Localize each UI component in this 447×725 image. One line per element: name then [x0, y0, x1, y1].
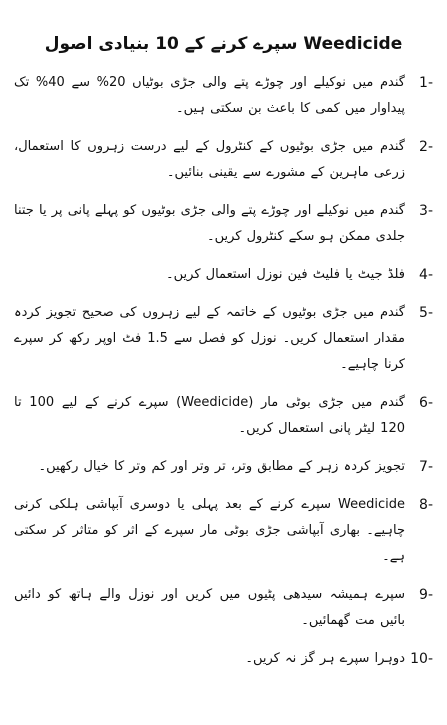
tip-number: -2 [419, 139, 433, 155]
page-title: Weedicide سپرے کرنے کے 10 بنیادی اصول [44, 34, 403, 54]
tip-item-2 [14, 134, 433, 186]
tip-number: -1 [419, 75, 433, 91]
tip-item-8 [14, 492, 433, 570]
tip-text: سپرے ہمیشہ سیدھی پٹیوں میں کریں اور نوزل والے ہاتھ کو دائیں بائیں مت گھمائیں۔ [14, 587, 405, 628]
tip-number: -5 [419, 305, 433, 321]
tip-text: گندم میں نوکیلے اور چوڑے پتے والی جڑی بوٹیوں کو پہلے پانی پر یا جتنا جلدی ممکن ہو سکے کنٹرول کریں۔ [14, 203, 405, 244]
tip-number: -6 [419, 395, 433, 411]
tip-number: -9 [419, 587, 433, 603]
tip-text: Weedicide سپرے کرنے کے بعد پہلی یا دوسری آبپاشی ہلکی کرنی چاہیے۔ بھاری آبپاشی جڑی بوٹی مار سپرے کے اثر کو متاثر کر سکتی ہے۔ [14, 497, 405, 564]
tip-number: -8 [419, 497, 433, 513]
tip-text: گندم میں جڑی بوٹیوں کے خاتمہ کے لیے زہروں کی صحیح تجویز کردہ مقدار استعمال کریں۔ نوزل کو فصل سے 1.5 فٹ اوپر رکھ کر سپرے کرنا چاہیے۔ [14, 305, 405, 372]
tip-item-3 [14, 198, 433, 250]
tip-number: -4 [419, 267, 433, 283]
tip-item-7 [14, 454, 433, 480]
tip-item-1 [14, 70, 433, 122]
tip-item-5 [14, 300, 433, 378]
tip-number: -7 [419, 459, 433, 475]
tip-item-4 [14, 262, 433, 288]
tip-number: -3 [419, 203, 433, 219]
tip-text: دوہرا سپرے ہر گز نہ کریں۔ [245, 651, 405, 666]
tip-text: فلڈ جیٹ یا فلیٹ فین نوزل استعمال کریں۔ [166, 267, 405, 282]
tip-text: گندم میں جڑی بوٹی مار (Weedicide) سپرے کرنے کے لیے 100 تا 120 لیٹر پانی استعمال کریں۔ [14, 395, 405, 436]
tip-item-6 [14, 390, 433, 442]
tip-number: -10 [410, 651, 433, 667]
tip-text: تجویز کردہ زہر کے مطابق وتر، تر وتر اور کم وتر کا خیال رکھیں۔ [38, 459, 405, 474]
tip-text: گندم میں جڑی بوٹیوں کے کنٹرول کے لیے درست زہروں کا استعمال، زرعی ماہرین کے مشورے سے یقینی بنائیں۔ [14, 139, 405, 180]
tip-item-9 [14, 582, 433, 634]
tips-list [14, 70, 433, 672]
tip-text: گندم میں نوکیلے اور چوڑے پتے والی جڑی بوٹیاں 20% سے 40% تک پیداوار میں کمی کا باعث بن سکتی ہیں۔ [14, 75, 405, 116]
tip-item-10 [14, 646, 433, 672]
